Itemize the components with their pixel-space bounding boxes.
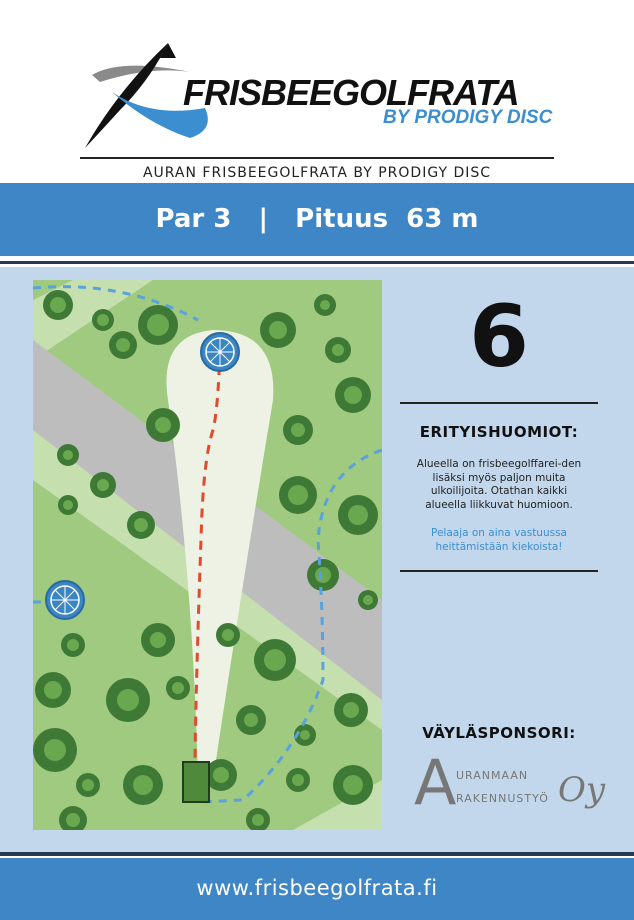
header-divider [80,157,554,159]
sponsor-logo [410,746,610,822]
footer-divider [0,852,634,856]
website-url: www.frisbeegolfrata.fi [196,876,438,900]
notes-warning: Pelaaja on aina vastuussa heittämistään kiekoista! [430,527,567,553]
par-length-text: Par 3 | Pituus 63 m [155,204,479,234]
notes-body: Alueella on frisbeegolffarei-den lisäksi myös paljon muita ulkoilijoita. Otathan kaikki alueella liikkuvat huomioon. [416,458,582,511]
band-divider [0,261,634,264]
hole-number: 6 [469,287,529,387]
sponsor-heading: VÄYLÄSPONSORI: [422,724,576,742]
course-subtitle: AURAN FRISBEEGOLFRATA BY PRODIGY DISC [142,165,492,181]
basket-icon [46,581,84,619]
logo-title: FRISBEEGOLFRATA [183,72,519,113]
notes-bottom-divider [400,570,598,572]
hole-map [33,280,382,830]
notes-top-divider [400,402,598,404]
notes-heading: ERITYISHUOMIOT: [419,423,579,441]
logo-subtitle: BY PRODIGY DISC [383,107,553,128]
hole-map-graphic [33,280,382,830]
basket-icon [201,333,239,371]
sponsor-logo-letter: A [414,746,457,819]
sponsor-logo-line2: RAKENNUSTYÖ [456,792,549,805]
tee-pad [183,762,209,802]
sponsor-logo-line1: URANMAAN [456,769,529,782]
sponsor-logo-suffix: Oy [558,770,606,810]
